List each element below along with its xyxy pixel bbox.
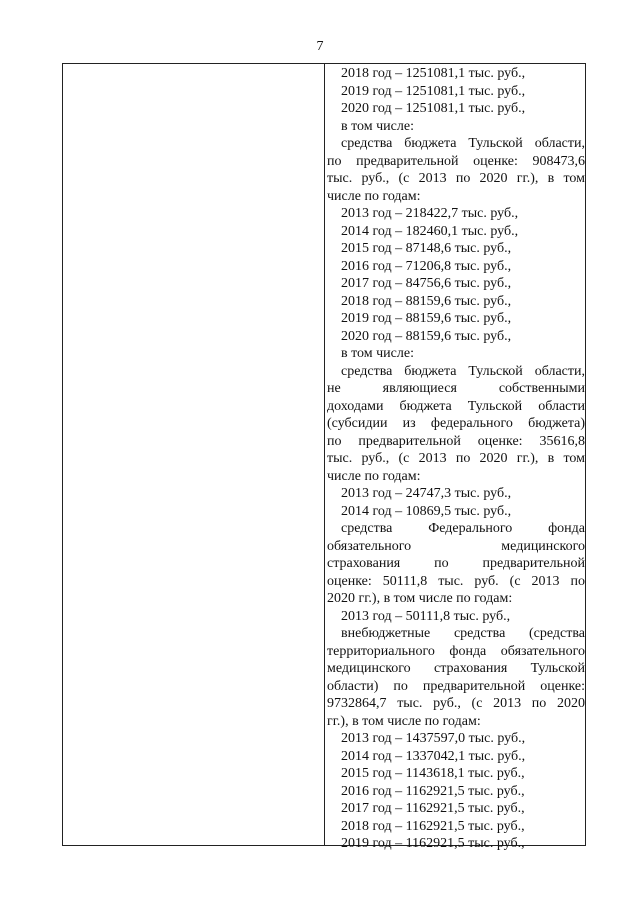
text-line: 2015 год – 87148,6 тыс. руб., xyxy=(341,241,512,256)
text-line: не являющиеся собственными xyxy=(327,381,585,396)
text-line: 2013 год – 218422,7 тыс. руб., xyxy=(341,206,519,221)
text-line: 2020 год – 88159,6 тыс. руб., xyxy=(341,328,512,344)
text-line: 9732864,7 тыс. руб., (с 2013 по 2020 xyxy=(327,696,585,711)
text-line: в том числе: xyxy=(341,118,414,134)
text-line: 2017 год – 84756,6 тыс. руб., xyxy=(341,276,512,291)
text-line: тыс. руб., (с 2013 по 2020 гг.), в том xyxy=(327,451,585,466)
text-line: 2019 год – 88159,6 тыс. руб., xyxy=(341,311,512,326)
text-line: 2016 год – 71206,8 тыс. руб., xyxy=(341,258,512,274)
text-line: области) по предварительной оценке: xyxy=(327,678,585,694)
text-line: территориального фонда обязательного xyxy=(327,643,585,659)
text-line: 2015 год – 1143618,1 тыс. руб., xyxy=(341,766,525,781)
text-line: средства бюджета Тульской области, xyxy=(341,363,585,379)
text-line: 2019 год – 1162921,5 тыс. руб., xyxy=(341,836,525,851)
text-line: 2017 год – 1162921,5 тыс. руб., xyxy=(341,801,525,816)
text-line: гг.), в том числе по годам: xyxy=(327,713,481,729)
text-line: 2016 год – 1162921,5 тыс. руб., xyxy=(341,783,525,799)
text-line: 2013 год – 1437597,0 тыс. руб., xyxy=(341,731,526,746)
text-line: внебюджетные средства (средства xyxy=(341,626,585,641)
text-line: обязательного медицинского xyxy=(327,538,585,554)
text-line: медицинского страхования Тульской xyxy=(327,661,585,676)
text-line: доходами бюджета Тульской области xyxy=(327,398,585,414)
text-line: тыс. руб., (с 2013 по 2020 гг.), в том xyxy=(327,171,585,186)
text-line: в том числе: xyxy=(341,346,414,361)
right-column-cell xyxy=(327,65,585,853)
text-line: средства Федерального фонда xyxy=(341,521,585,536)
text-line: 2014 год – 10869,5 тыс. руб., xyxy=(341,503,512,519)
text-line: по предварительной оценке: 35616,8 xyxy=(327,433,585,449)
text-line: 2013 год – 50111,8 тыс. руб., xyxy=(341,608,511,624)
text-line: страхования по предварительной xyxy=(327,556,585,571)
text-line: по предварительной оценке: 908473,6 xyxy=(327,153,585,169)
text-line: 2018 год – 1251081,1 тыс. руб., xyxy=(341,66,526,81)
text-line: 2020 гг.), в том числе по годам: xyxy=(327,591,513,606)
text-line: 2018 год – 88159,6 тыс. руб., xyxy=(341,293,512,309)
text-line: 2019 год – 1251081,1 тыс. руб., xyxy=(341,83,526,99)
text-line: (субсидии из федерального бюджета) xyxy=(327,416,585,431)
page-number: 7 xyxy=(316,39,324,54)
text-line: средства бюджета Тульской области, xyxy=(341,136,585,151)
text-line: 2014 год – 182460,1 тыс. руб., xyxy=(341,223,519,239)
text-line: числе по годам: xyxy=(327,188,421,204)
text-line: оценке: 50111,8 тыс. руб. (с 2013 по xyxy=(327,573,585,589)
text-line: числе по годам: xyxy=(327,468,421,484)
column-divider xyxy=(324,64,325,845)
document-table xyxy=(62,63,586,851)
text-line: 2018 год – 1162921,5 тыс. руб., xyxy=(341,818,525,834)
text-line: 2020 год – 1251081,1 тыс. руб., xyxy=(341,101,526,116)
text-line: 2013 год – 24747,3 тыс. руб., xyxy=(341,486,512,501)
text-line: 2014 год – 1337042,1 тыс. руб., xyxy=(341,748,526,764)
